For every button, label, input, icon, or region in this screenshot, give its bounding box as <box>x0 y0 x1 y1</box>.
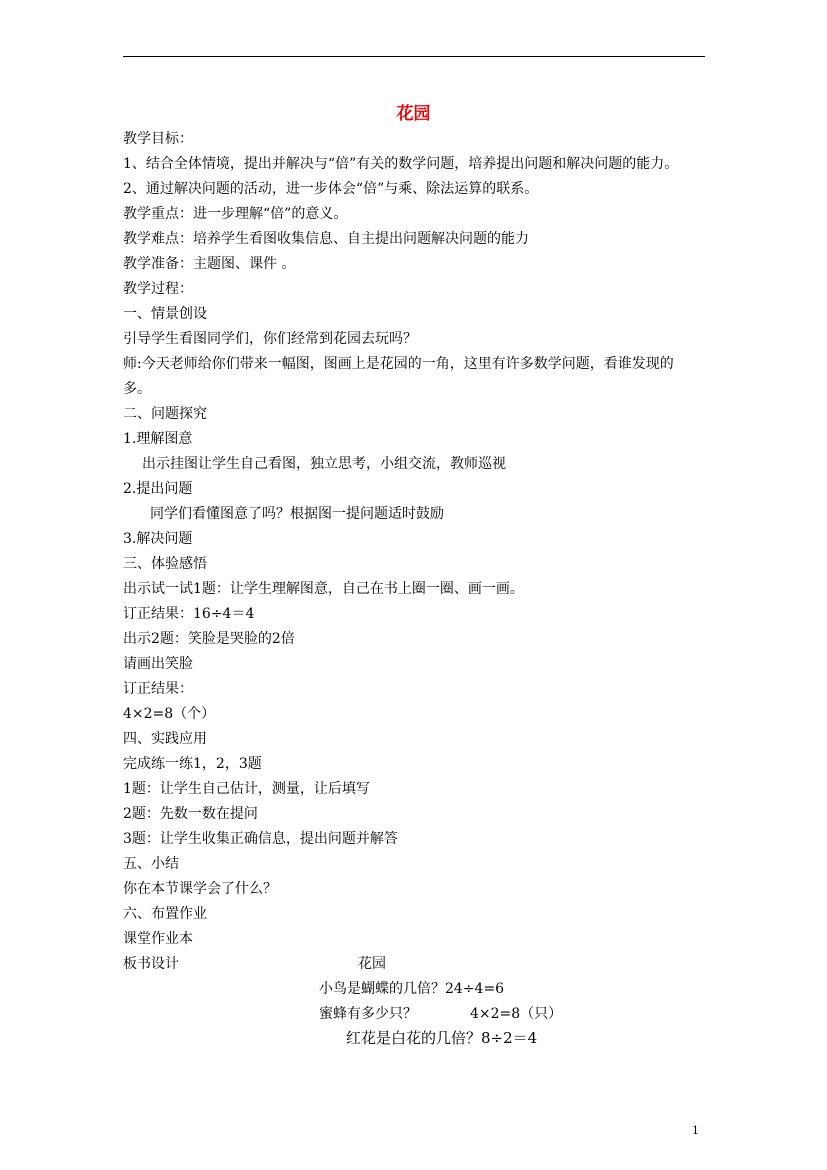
text-line: 1、结合全体情境，提出并解决与“倍”有关的数学问题，培养提出问题和解决问题的能力。 <box>123 156 679 172</box>
text-line: 出示2题：笑脸是哭脸的2倍 <box>123 631 295 647</box>
text-line: 2、通过解决问题的活动，进一步体会“倍”与乘、除法运算的联系。 <box>123 181 539 197</box>
text-line: 3题：让学生收集正确信息，提出问题并解答 <box>123 831 398 847</box>
text-line: 订正结果： <box>123 681 193 697</box>
board-design-line: 蜜蜂有多少只？ <box>319 1006 417 1022</box>
header-rule <box>123 56 705 57</box>
text-line: 教学过程： <box>123 281 193 297</box>
text-line: 2题：先数一数在提问 <box>123 806 258 822</box>
text-line: 教学目标： <box>123 131 193 147</box>
board-design-line: 小鸟是蝴蝶的几倍？24÷4=6 <box>319 981 505 997</box>
text-line: 教学难点：培养学生看图收集信息、自主提出问题解决问题的能力 <box>123 231 529 247</box>
text-line: 师:今天老师给你们带来一幅图，图画上是花园的一角，这里有许多数学问题，看谁发现的 <box>123 356 674 372</box>
board-design-line: 4×2=8（只） <box>470 1006 563 1022</box>
text-line: 教学重点：进一步理解“倍”的意义。 <box>123 206 348 222</box>
page-number: 1 <box>692 1124 699 1137</box>
board-design-label: 板书设计 <box>123 956 179 972</box>
text-line: 多。 <box>123 381 151 397</box>
document-title: 花园 <box>396 104 431 124</box>
text-line: 教学准备：主题图、课件 。 <box>123 256 296 272</box>
text-line: 你在本节课学会了什么？ <box>123 881 277 897</box>
text-line: 1题：让学生自己估计，测量，让后填写 <box>123 781 370 797</box>
section-heading: 一、情景创设 <box>123 306 207 322</box>
text-line: 同学们看懂图意了吗？根据图一提问题适时鼓励 <box>150 506 444 522</box>
section-heading: 二、问题探究 <box>123 406 207 422</box>
section-heading: 四、实践应用 <box>123 731 207 747</box>
text-line: 引导学生看图同学们，你们经常到花园去玩吗？ <box>123 331 417 347</box>
board-design-line: 红花是白花的几倍？8÷2＝4 <box>346 1029 538 1047</box>
text-line: 课堂作业本 <box>123 931 193 947</box>
text-line: 出示试一试1题：让学生理解图意，自己在书上圈一圈、画一画。 <box>123 581 524 597</box>
text-line: 请画出笑脸 <box>123 656 193 672</box>
section-heading: 五、小结 <box>123 856 179 872</box>
section-heading: 三、体验感悟 <box>123 556 207 572</box>
section-heading: 六、布置作业 <box>123 906 207 922</box>
text-line: 3.解决问题 <box>123 531 193 547</box>
text-line: 1.理解图意 <box>123 431 193 447</box>
text-line: 4×2=8（个） <box>123 706 216 722</box>
text-line: 完成练一练1，2，3题 <box>123 756 262 772</box>
board-design-title: 花园 <box>358 956 386 972</box>
text-line: 订正结果：16÷4＝4 <box>123 606 255 622</box>
text-line: 出示挂图让学生自己看图，独立思考，小组交流，教师巡视 <box>142 456 506 472</box>
text-line: 2.提出问题 <box>123 481 193 497</box>
